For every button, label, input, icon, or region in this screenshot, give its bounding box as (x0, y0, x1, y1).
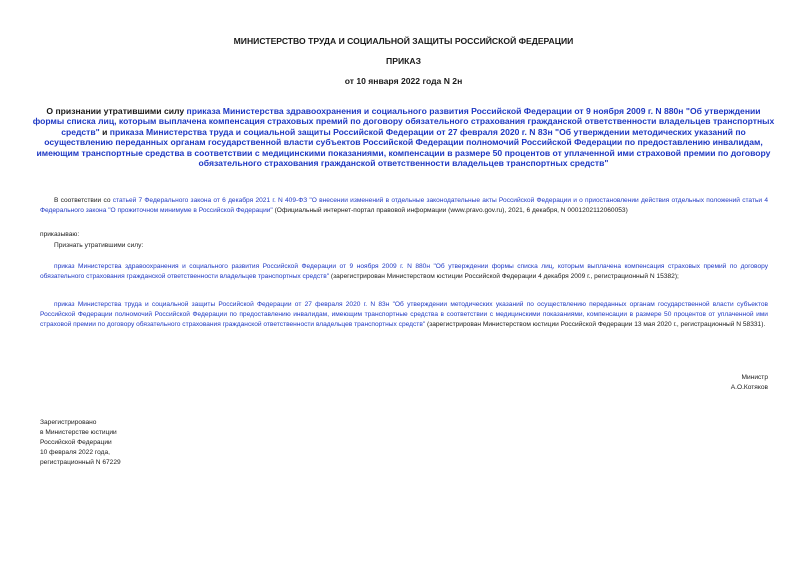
document-title (30, 106, 777, 168)
item1-suffix: (зарегистрирован Министерством юстиции Российской Федерации 4 декабря 2009 г., регистрационный N 15382); (329, 272, 679, 280)
signature-block (731, 373, 768, 393)
signature-position: Министр (741, 374, 768, 381)
ministry-heading: МИНИСТЕРСТВО ТРУДА И СОЦИАЛЬНОЙ ЗАЩИТЫ РОССИЙСКОЙ ФЕДЕРАЦИИ (233, 36, 574, 46)
registration-block (40, 418, 121, 468)
title-prefix: О признании утратившими силу (46, 106, 187, 116)
registration-line: Российской Федерации (40, 438, 112, 446)
item1-link-order-880n[interactable]: приказ Министерства здравоохранения и социального развития Российской Федерации от 9 ноября 2009 г. N 880н "Об утверждении формы списка лиц, которым выплачена компенсация страховых премий по договору обязательного страхования гражданской ответственности владельцев транспортных средств" (40, 263, 768, 280)
registration-line: регистрационный N 67229 (40, 458, 121, 466)
item2-suffix: (зарегистрирован Министерством юстиции Российской Федерации 13 мая 2020 г., регистрационный N 58331). (425, 320, 766, 328)
doc-type-heading: ПРИКАЗ (386, 56, 421, 66)
title-link-order-880n[interactable]: приказа Министерства здравоохранения и социального развития Российской Федерации от 9 ноября 2009 г. N 880н "Об утверждении формы списка лиц, которым выплачена компенсация страховых премий по договору обязательного страхования гражданской ответственности владельцев транспортных средств" (32, 106, 775, 137)
signature-name: А.О.Котяков (730, 383, 768, 391)
title-link-order-83n[interactable]: приказа Министерства труда и социальной защиты Российской Федерации от 27 февраля 2020 г. N 83н "Об утверждении методических указаний по осуществлению переданных органам государственной власти субъектов Российской Федерации полномочий Российской Федерации по предоставлению инвалидам, имеющим транспортные средства в соответствии с медицинскими показаниями, компенсации в размере 50 процентов от уплаченной ими страховой премии по договору обязательного страхования гражданской ответственности владельцев транспортных средств" (36, 126, 771, 169)
recognize-line: Признать утратившими силу: (54, 242, 144, 249)
date-number: от 10 января 2022 года N 2н (344, 76, 463, 86)
registration-line: в Министерстве юстиции (40, 428, 117, 436)
intro-prefix: В соответствии со (54, 197, 113, 204)
intro-suffix: (Официальный интернет-портал правовой информации (www.pravo.gov.ru), 2021, 6 декабря, N 0001202112060053) (272, 206, 628, 214)
intro-link-law-409fz[interactable]: статьей 7 Федерального закона от 6 декабря 2021 г. N 409-ФЗ "О внесении изменений в отдельные законодательные акты Российской Федерации и о приостановлении действия отдельных положений статьи 4 Федерального закона "О прожиточном минимуме в Российской Федерации" (40, 197, 768, 214)
registration-line: 10 февраля 2022 года, (40, 448, 110, 456)
intro-paragraph (40, 196, 768, 216)
item2-link-order-83n[interactable]: приказ Министерства труда и социальной защиты Российской Федерации от 27 февраля 2020 г. N 83н "Об утверждении методических указаний по осуществлению переданных органам государственной власти субъектов Российской Федерации полномочий Российской Федерации по предоставлению инвалидам, имеющим транспортные средства в соответствии с медицинскими показаниями, компенсации в размере 50 процентов от уплаченной ими страховой премии по договору обязательного страхования гражданской ответственности владельцев транспортных средств" (40, 301, 768, 328)
list-item (40, 262, 768, 282)
title-middle: и (99, 126, 110, 137)
registration-line: Зарегистрировано (40, 419, 97, 426)
list-item (40, 300, 768, 330)
orders-line: приказываю: (40, 231, 80, 238)
